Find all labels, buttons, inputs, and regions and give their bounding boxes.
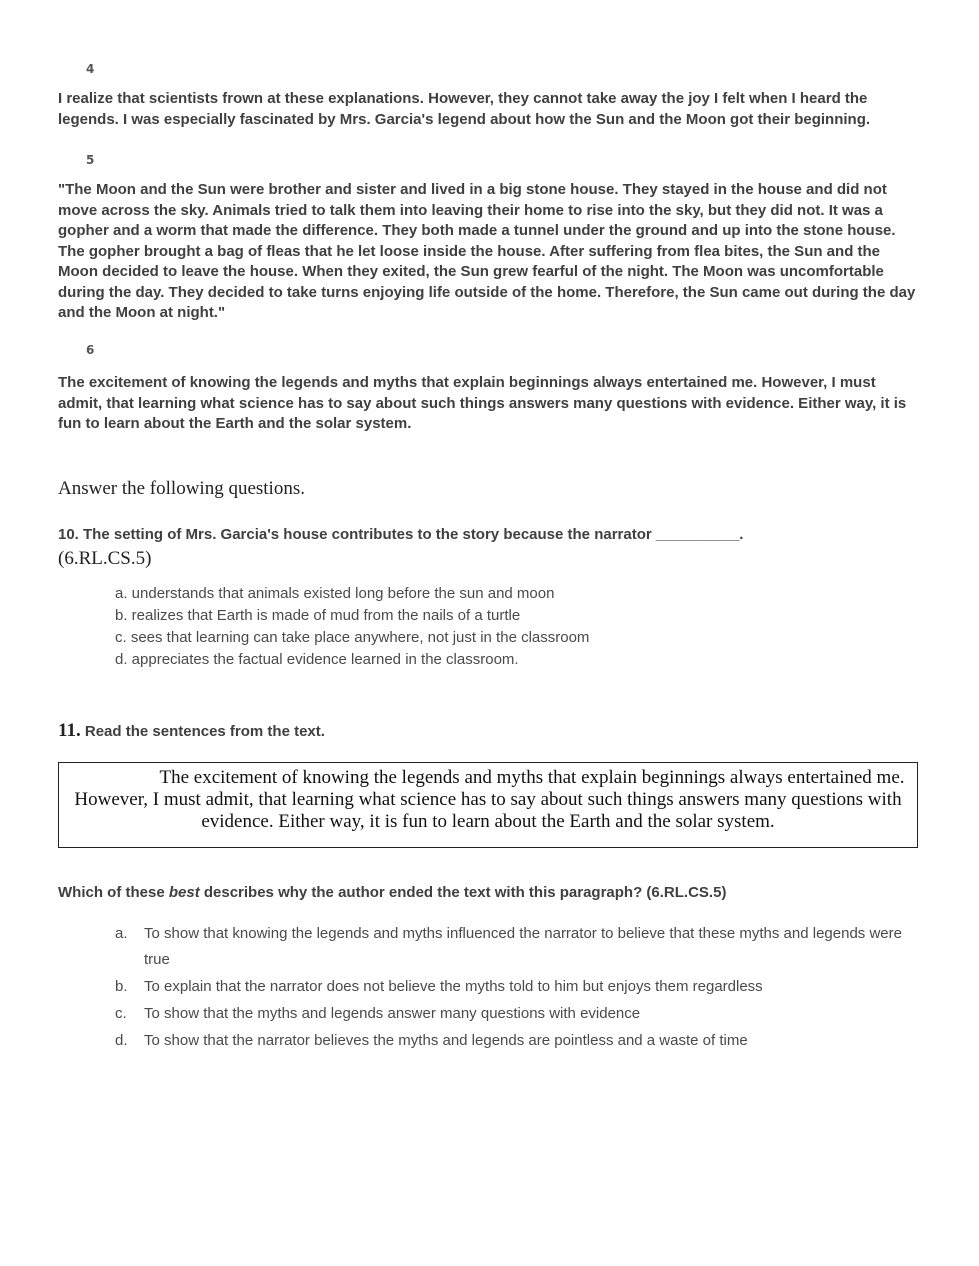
choice-text: To explain that the narrator does not believe the myths told to him but enjoys them regardless bbox=[144, 978, 763, 995]
question-11-prompt bbox=[58, 884, 726, 901]
prompt-part: Which of these bbox=[58, 884, 169, 901]
paragraph-number: 6 bbox=[86, 343, 95, 357]
answer-choice[interactable] bbox=[115, 921, 915, 973]
answer-choice[interactable]: b. realizes that Earth is made of mud from the nails of a turtle bbox=[115, 607, 521, 624]
answer-choice[interactable]: a. understands that animals existed long before the sun and moon bbox=[115, 585, 555, 602]
question-10-choices bbox=[115, 583, 589, 671]
answer-choice[interactable]: c. sees that learning can take place anywhere, not just in the classroom bbox=[115, 629, 590, 646]
choice-text: To show that the narrator believes the myths and legends are pointless and a waste of time bbox=[144, 1032, 748, 1049]
instructions-heading: Answer the following questions. bbox=[58, 478, 305, 499]
question-11-intro bbox=[58, 720, 325, 742]
choice-text: To show that knowing the legends and myths influenced the narrator to believe that these myths and legends were true bbox=[144, 925, 902, 968]
question-10-prompt: 10. The setting of Mrs. Garcia's house contributes to the story because the narrator __________. bbox=[58, 526, 744, 543]
question-11-intro-text: Read the sentences from the text. bbox=[84, 723, 325, 740]
question-11-number: 11. bbox=[58, 720, 81, 741]
paragraph-number: 5 bbox=[86, 153, 95, 167]
choice-text: To show that the myths and legends answer many questions with evidence bbox=[144, 1005, 641, 1022]
question-11-choices bbox=[115, 921, 915, 1055]
passage-paragraph: I realize that scientists frown at these explanations. However, they cannot take away the joy I felt when I heard the legends. I was especially fascinated by Mrs. Garcia's legend about how the Sun and the Moon got their beginning. bbox=[58, 90, 871, 128]
prompt-part: describes why the author ended the text with this paragraph? (6.RL.CS.5) bbox=[199, 884, 727, 901]
answer-choice[interactable]: d. appreciates the factual evidence learned in the classroom. bbox=[115, 651, 519, 668]
choice-label: c. bbox=[115, 1005, 127, 1022]
choice-label: d. bbox=[115, 1032, 128, 1049]
answer-choice[interactable] bbox=[115, 974, 915, 1000]
paragraph-number: 4 bbox=[86, 62, 95, 76]
choice-label: a. bbox=[115, 925, 128, 942]
answer-choice[interactable] bbox=[115, 1028, 915, 1054]
answer-choice[interactable] bbox=[115, 1001, 915, 1027]
quoted-excerpt-text: The excitement of knowing the legends and myths that explain beginnings always entertained me. However, I must admit, that learning what science has to say about such things answers many questions with evidence. Either way, it is fun to learn about the Earth and the solar system. bbox=[74, 767, 905, 832]
choice-label: b. bbox=[115, 978, 128, 995]
quoted-excerpt-box bbox=[58, 762, 918, 848]
prompt-emphasis: best bbox=[168, 884, 200, 901]
question-10-standard: (6.RL.CS.5) bbox=[58, 548, 152, 569]
passage-paragraph: The excitement of knowing the legends and myths that explain beginnings always entertained me. However, I must admit, that learning what science has to say about such things answers many questions with evidence. Either way, it is fun to learn about the Earth and the solar system. bbox=[58, 374, 907, 432]
passage-paragraph: "The Moon and the Sun were brother and sister and lived in a big stone house. They stayed in the house and did not move across the sky. Animals tried to talk them into leaving their home to rise into the sky, but they did not. It was a gopher and a worm that made the difference. They both made a tunnel under the ground and up into the stone house. The gopher brought a bag of fleas that he let loose inside the house. After suffering from flea bites, the Sun and the Moon decided to leave the house. When they exited, the Sun grew fearful of the night. The Moon was uncomfortable during the day. They decided to take turns enjoying life outside of the home. Therefore, the Sun came out during the day and the Moon at night." bbox=[58, 181, 916, 321]
